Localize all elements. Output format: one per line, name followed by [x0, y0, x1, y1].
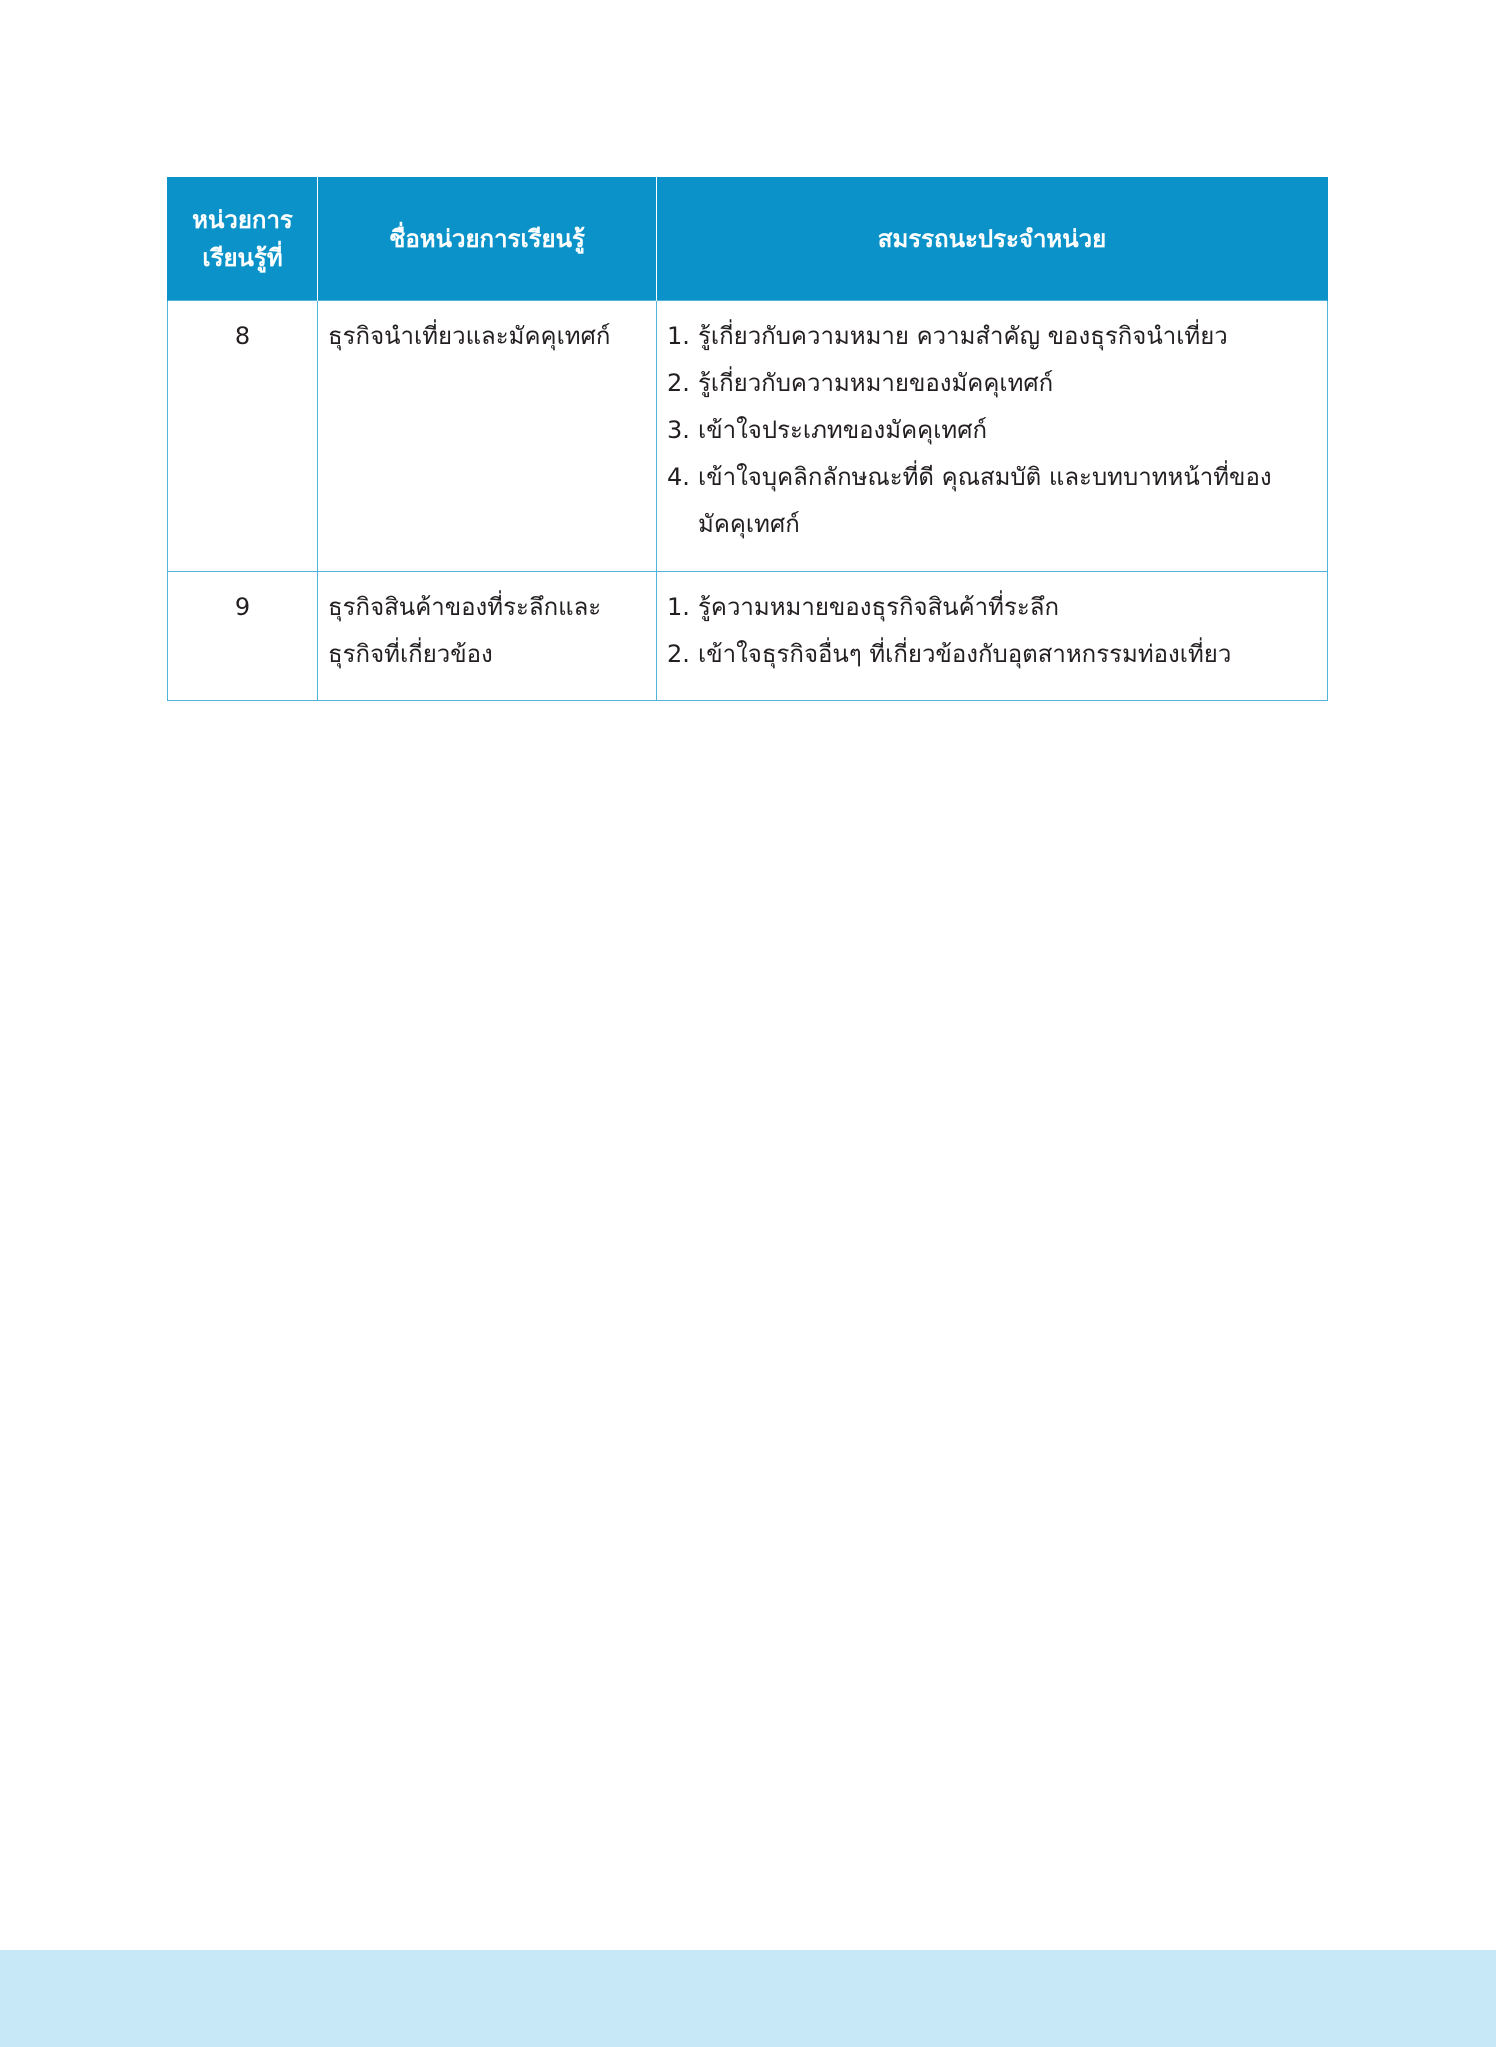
table-row: [168, 301, 1328, 572]
item-marker: 2.: [667, 640, 690, 668]
competency-item: [667, 631, 1317, 678]
competency-item: [667, 313, 1317, 360]
table-header-row: [168, 177, 1328, 301]
competency-list: [667, 313, 1317, 548]
item-text: เข้าใจธุรกิจอื่นๆ ที่เกี่ยวข้องกับอุตสาหกรรมท่องเที่ยว: [698, 640, 1232, 668]
unit-name: ธุรกิจสินค้าของที่ระลึกและธุรกิจที่เกี่ยวข้อง: [328, 593, 602, 668]
table-row: [168, 572, 1328, 701]
item-text: เข้าใจบุคลิกลักษณะที่ดี คุณสมบัติ และบทบาทหน้าที่ของมัคคุเทศก์: [698, 463, 1272, 538]
competency-list: [667, 584, 1317, 678]
item-marker: 3.: [667, 416, 690, 444]
unit-number: 8: [168, 301, 318, 572]
item-marker: 1.: [667, 322, 690, 350]
competency-item: [667, 360, 1317, 407]
unit-number: 9: [168, 572, 318, 701]
competency-cell: [657, 572, 1328, 701]
competency-item: [667, 584, 1317, 631]
item-marker: 1.: [667, 593, 690, 621]
competency-item: [667, 454, 1317, 548]
header-unit-name: ชื่อหน่วยการเรียนรู้: [318, 177, 657, 301]
header-unit-no: หน่วยการเรียนรู้ที่: [168, 177, 318, 301]
competency-table: [167, 177, 1328, 701]
item-marker: 4.: [667, 463, 690, 491]
item-text: เข้าใจประเภทของมัคคุเทศก์: [698, 416, 987, 444]
header-competency: สมรรถนะประจำหน่วย: [657, 177, 1328, 301]
unit-name: ธุรกิจนำเที่ยวและมัคคุเทศก์: [328, 322, 611, 350]
competency-item: [667, 407, 1317, 454]
item-marker: 2.: [667, 369, 690, 397]
item-text: รู้ความหมายของธุรกิจสินค้าที่ระลึก: [698, 593, 1059, 621]
item-text: รู้เกี่ยวกับความหมาย ความสำคัญ ของธุรกิจนำเที่ยว: [698, 322, 1228, 350]
unit-name-cell: [318, 572, 657, 701]
unit-name-cell: [318, 301, 657, 572]
item-text: รู้เกี่ยวกับความหมายของมัคคุเทศก์: [698, 369, 1054, 397]
competency-cell: [657, 301, 1328, 572]
footer-band: [0, 1950, 1496, 2047]
